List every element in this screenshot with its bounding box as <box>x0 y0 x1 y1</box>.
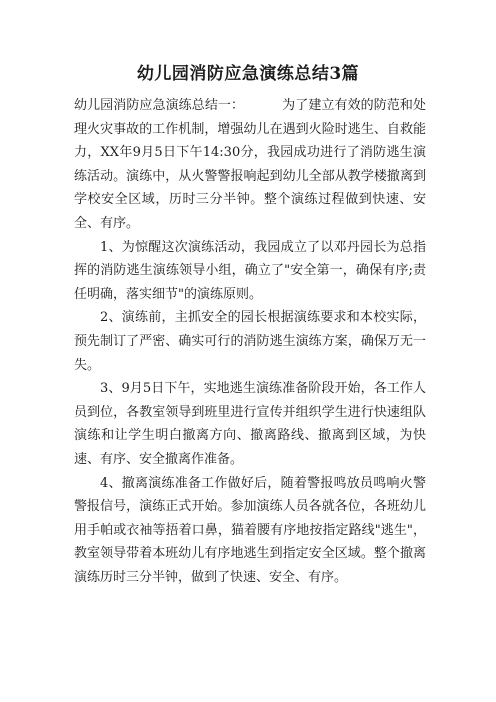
paragraph-1 <box>74 94 426 236</box>
paragraph-5: 4、撤离演练准备工作做好后，随着警报鸣放员鸣响火警警报信号，演练正式开始。参加演练人员各就各位，各班幼儿用手帕或衣袖等捂着口鼻，猫着腰有序地按指定路线"逃生"，教室领导带着本班幼儿有序地逃生到指定安全区域。整个撤离演练历时三分半钟，做到了快速、安全、有序。 <box>74 475 426 585</box>
paragraph-3: 2、演练前，主抓安全的园长根据演练要求和本校实际，预先制订了严密、确实可行的消防逃生演练方案，确保万无一失。 <box>74 310 426 373</box>
paragraph-1-lead: 幼儿园消防应急演练总结一： <box>74 98 245 113</box>
paragraph-4: 3、9月5日下午，实地逃生演练准备阶段开始，各工作人员到位，各教室领导到班里进行宣传并组织学生进行快速组队演练和让学生明白撤离方向、撤离路线、撤离到区域，为快速、有序、安全撤离作准备。 <box>74 381 426 467</box>
document-title: 幼儿园消防应急演练总结3篇 <box>136 64 360 84</box>
paragraph-1-text: 为了建立有效的防范和处理火灾事故的工作机制，增强幼儿在遇到火险时逃生、自救能力，XX年9月5日下午14:30分，我园成功进行了消防逃生演练活动。演练中，从火警警报响起到幼儿全部从教学楼撤离到学校安全区域，历时三分半钟。整个演练过程做到快速、安全、有序。 <box>74 98 426 231</box>
paragraph-2: 1、为惊醒这次演练活动，我园成立了以邓丹园长为总指挥的消防逃生演练领导小组，确立了"安全第一，确保有序;责任明确，落实细节"的演练原则。 <box>74 239 426 302</box>
document-body <box>74 94 426 589</box>
